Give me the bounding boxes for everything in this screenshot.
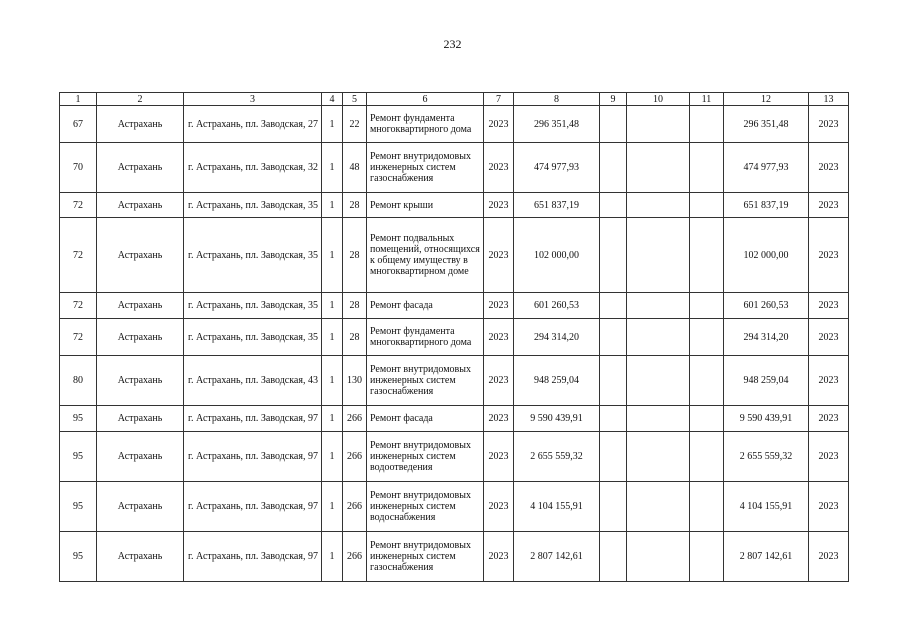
table-row (60, 143, 849, 193)
table-row (60, 193, 849, 218)
column-header: 7 (484, 93, 514, 106)
cell-year: 2023 (484, 106, 514, 143)
table-row (60, 356, 849, 406)
cell-address: г. Астрахань, пл. Заводская, 35 (184, 193, 322, 218)
cell-address: г. Астрахань, пл. Заводская, 97 (184, 406, 322, 432)
column-header: 6 (367, 93, 484, 106)
cell-work-type: Ремонт внутридомовых инженерных систем газоснабжения (367, 532, 484, 582)
table-row (60, 319, 849, 356)
column-header: 8 (514, 93, 600, 106)
cell-total: 651 837,19 (724, 193, 809, 218)
cell-col9 (600, 356, 627, 406)
cell-year: 2023 (484, 356, 514, 406)
cell-col4: 1 (322, 532, 343, 582)
cell-row-number: 72 (60, 293, 97, 319)
cell-col10 (627, 482, 690, 532)
cell-total: 2 655 559,32 (724, 432, 809, 482)
cell-col5: 28 (343, 319, 367, 356)
column-header: 3 (184, 93, 322, 106)
cell-row-number: 67 (60, 106, 97, 143)
cell-year: 2023 (484, 432, 514, 482)
repair-schedule-table (59, 92, 849, 582)
cell-col4: 1 (322, 482, 343, 532)
cell-col9 (600, 482, 627, 532)
cell-municipality: Астрахань (97, 406, 184, 432)
cell-col5: 266 (343, 532, 367, 582)
cell-col11 (690, 106, 724, 143)
cell-end-year: 2023 (809, 218, 849, 293)
table-row (60, 106, 849, 143)
cell-col4: 1 (322, 143, 343, 193)
cell-col10 (627, 406, 690, 432)
cell-year: 2023 (484, 319, 514, 356)
column-header: 1 (60, 93, 97, 106)
cell-col9 (600, 319, 627, 356)
cell-cost: 2 655 559,32 (514, 432, 600, 482)
cell-total: 9 590 439,91 (724, 406, 809, 432)
cell-work-type: Ремонт крыши (367, 193, 484, 218)
cell-col9 (600, 143, 627, 193)
cell-row-number: 72 (60, 319, 97, 356)
cell-row-number: 70 (60, 143, 97, 193)
cell-year: 2023 (484, 143, 514, 193)
cell-col9 (600, 532, 627, 582)
cell-col10 (627, 143, 690, 193)
cell-row-number: 95 (60, 482, 97, 532)
cell-col5: 28 (343, 293, 367, 319)
cell-col11 (690, 218, 724, 293)
cell-work-type: Ремонт фундамента многоквартирного дома (367, 106, 484, 143)
cell-cost: 4 104 155,91 (514, 482, 600, 532)
cell-col5: 266 (343, 432, 367, 482)
column-header: 2 (97, 93, 184, 106)
cell-col11 (690, 432, 724, 482)
table-row (60, 482, 849, 532)
cell-end-year: 2023 (809, 532, 849, 582)
cell-municipality: Астрахань (97, 218, 184, 293)
cell-row-number: 95 (60, 406, 97, 432)
cell-col5: 266 (343, 406, 367, 432)
cell-address: г. Астрахань, пл. Заводская, 32 (184, 143, 322, 193)
cell-col11 (690, 293, 724, 319)
cell-col4: 1 (322, 293, 343, 319)
cell-address: г. Астрахань, пл. Заводская, 35 (184, 319, 322, 356)
cell-total: 296 351,48 (724, 106, 809, 143)
cell-cost: 2 807 142,61 (514, 532, 600, 582)
cell-total: 102 000,00 (724, 218, 809, 293)
cell-cost: 474 977,93 (514, 143, 600, 193)
cell-total: 601 260,53 (724, 293, 809, 319)
cell-address: г. Астрахань, пл. Заводская, 97 (184, 482, 322, 532)
cell-cost: 102 000,00 (514, 218, 600, 293)
cell-col5: 48 (343, 143, 367, 193)
cell-address: г. Астрахань, пл. Заводская, 97 (184, 432, 322, 482)
cell-col11 (690, 406, 724, 432)
cell-col9 (600, 406, 627, 432)
cell-col5: 266 (343, 482, 367, 532)
column-header: 10 (627, 93, 690, 106)
cell-municipality: Астрахань (97, 293, 184, 319)
cell-total: 474 977,93 (724, 143, 809, 193)
cell-col9 (600, 432, 627, 482)
cell-end-year: 2023 (809, 143, 849, 193)
cell-municipality: Астрахань (97, 482, 184, 532)
cell-col10 (627, 532, 690, 582)
cell-cost: 651 837,19 (514, 193, 600, 218)
column-header: 12 (724, 93, 809, 106)
cell-work-type: Ремонт внутридомовых инженерных систем водоотведения (367, 432, 484, 482)
cell-year: 2023 (484, 193, 514, 218)
cell-col11 (690, 482, 724, 532)
cell-col10 (627, 319, 690, 356)
cell-cost: 601 260,53 (514, 293, 600, 319)
column-header: 5 (343, 93, 367, 106)
cell-col5: 22 (343, 106, 367, 143)
column-header: 4 (322, 93, 343, 106)
cell-municipality: Астрахань (97, 193, 184, 218)
cell-cost: 296 351,48 (514, 106, 600, 143)
cell-work-type: Ремонт фасада (367, 293, 484, 319)
cell-work-type: Ремонт внутридомовых инженерных систем водоснабжения (367, 482, 484, 532)
cell-col11 (690, 193, 724, 218)
cell-col9 (600, 218, 627, 293)
cell-col9 (600, 193, 627, 218)
cell-col4: 1 (322, 432, 343, 482)
table-header-row (60, 93, 849, 106)
cell-end-year: 2023 (809, 482, 849, 532)
cell-total: 2 807 142,61 (724, 532, 809, 582)
cell-col4: 1 (322, 106, 343, 143)
cell-col10 (627, 106, 690, 143)
cell-address: г. Астрахань, пл. Заводская, 35 (184, 293, 322, 319)
cell-work-type: Ремонт фасада (367, 406, 484, 432)
cell-address: г. Астрахань, пл. Заводская, 35 (184, 218, 322, 293)
cell-end-year: 2023 (809, 432, 849, 482)
cell-col11 (690, 319, 724, 356)
cell-work-type: Ремонт внутридомовых инженерных систем газоснабжения (367, 143, 484, 193)
column-header: 13 (809, 93, 849, 106)
cell-total: 4 104 155,91 (724, 482, 809, 532)
cell-municipality: Астрахань (97, 432, 184, 482)
table-row (60, 293, 849, 319)
cell-cost: 9 590 439,91 (514, 406, 600, 432)
cell-col11 (690, 356, 724, 406)
cell-address: г. Астрахань, пл. Заводская, 27 (184, 106, 322, 143)
cell-work-type: Ремонт фундамента многоквартирного дома (367, 319, 484, 356)
cell-end-year: 2023 (809, 406, 849, 432)
cell-col10 (627, 356, 690, 406)
cell-municipality: Астрахань (97, 106, 184, 143)
page-number: 232 (443, 37, 462, 51)
cell-col4: 1 (322, 406, 343, 432)
cell-col10 (627, 193, 690, 218)
cell-row-number: 95 (60, 532, 97, 582)
cell-col10 (627, 218, 690, 293)
table-row (60, 406, 849, 432)
cell-row-number: 72 (60, 218, 97, 293)
cell-address: г. Астрахань, пл. Заводская, 97 (184, 532, 322, 582)
cell-year: 2023 (484, 406, 514, 432)
cell-col5: 28 (343, 193, 367, 218)
cell-row-number: 95 (60, 432, 97, 482)
cell-year: 2023 (484, 482, 514, 532)
cell-end-year: 2023 (809, 356, 849, 406)
cell-end-year: 2023 (809, 106, 849, 143)
table-row (60, 532, 849, 582)
cell-address: г. Астрахань, пл. Заводская, 43 (184, 356, 322, 406)
cell-col10 (627, 293, 690, 319)
column-header: 11 (690, 93, 724, 106)
cell-col4: 1 (322, 218, 343, 293)
cell-col4: 1 (322, 356, 343, 406)
cell-col9 (600, 293, 627, 319)
cell-row-number: 72 (60, 193, 97, 218)
cell-end-year: 2023 (809, 193, 849, 218)
cell-col9 (600, 106, 627, 143)
cell-municipality: Астрахань (97, 356, 184, 406)
table-row (60, 218, 849, 293)
cell-col5: 28 (343, 218, 367, 293)
cell-col4: 1 (322, 193, 343, 218)
cell-municipality: Астрахань (97, 319, 184, 356)
table-row (60, 432, 849, 482)
cell-work-type: Ремонт подвальных помещений, относящихся к общему имуществу в многоквартирном доме (367, 218, 484, 293)
column-header: 9 (600, 93, 627, 106)
cell-year: 2023 (484, 532, 514, 582)
cell-work-type: Ремонт внутридомовых инженерных систем газоснабжения (367, 356, 484, 406)
cell-total: 948 259,04 (724, 356, 809, 406)
cell-municipality: Астрахань (97, 532, 184, 582)
cell-cost: 948 259,04 (514, 356, 600, 406)
cell-col5: 130 (343, 356, 367, 406)
cell-col11 (690, 532, 724, 582)
cell-year: 2023 (484, 218, 514, 293)
cell-end-year: 2023 (809, 293, 849, 319)
cell-col11 (690, 143, 724, 193)
cell-col4: 1 (322, 319, 343, 356)
cell-cost: 294 314,20 (514, 319, 600, 356)
cell-col10 (627, 432, 690, 482)
cell-total: 294 314,20 (724, 319, 809, 356)
cell-end-year: 2023 (809, 319, 849, 356)
cell-year: 2023 (484, 293, 514, 319)
cell-municipality: Астрахань (97, 143, 184, 193)
cell-row-number: 80 (60, 356, 97, 406)
